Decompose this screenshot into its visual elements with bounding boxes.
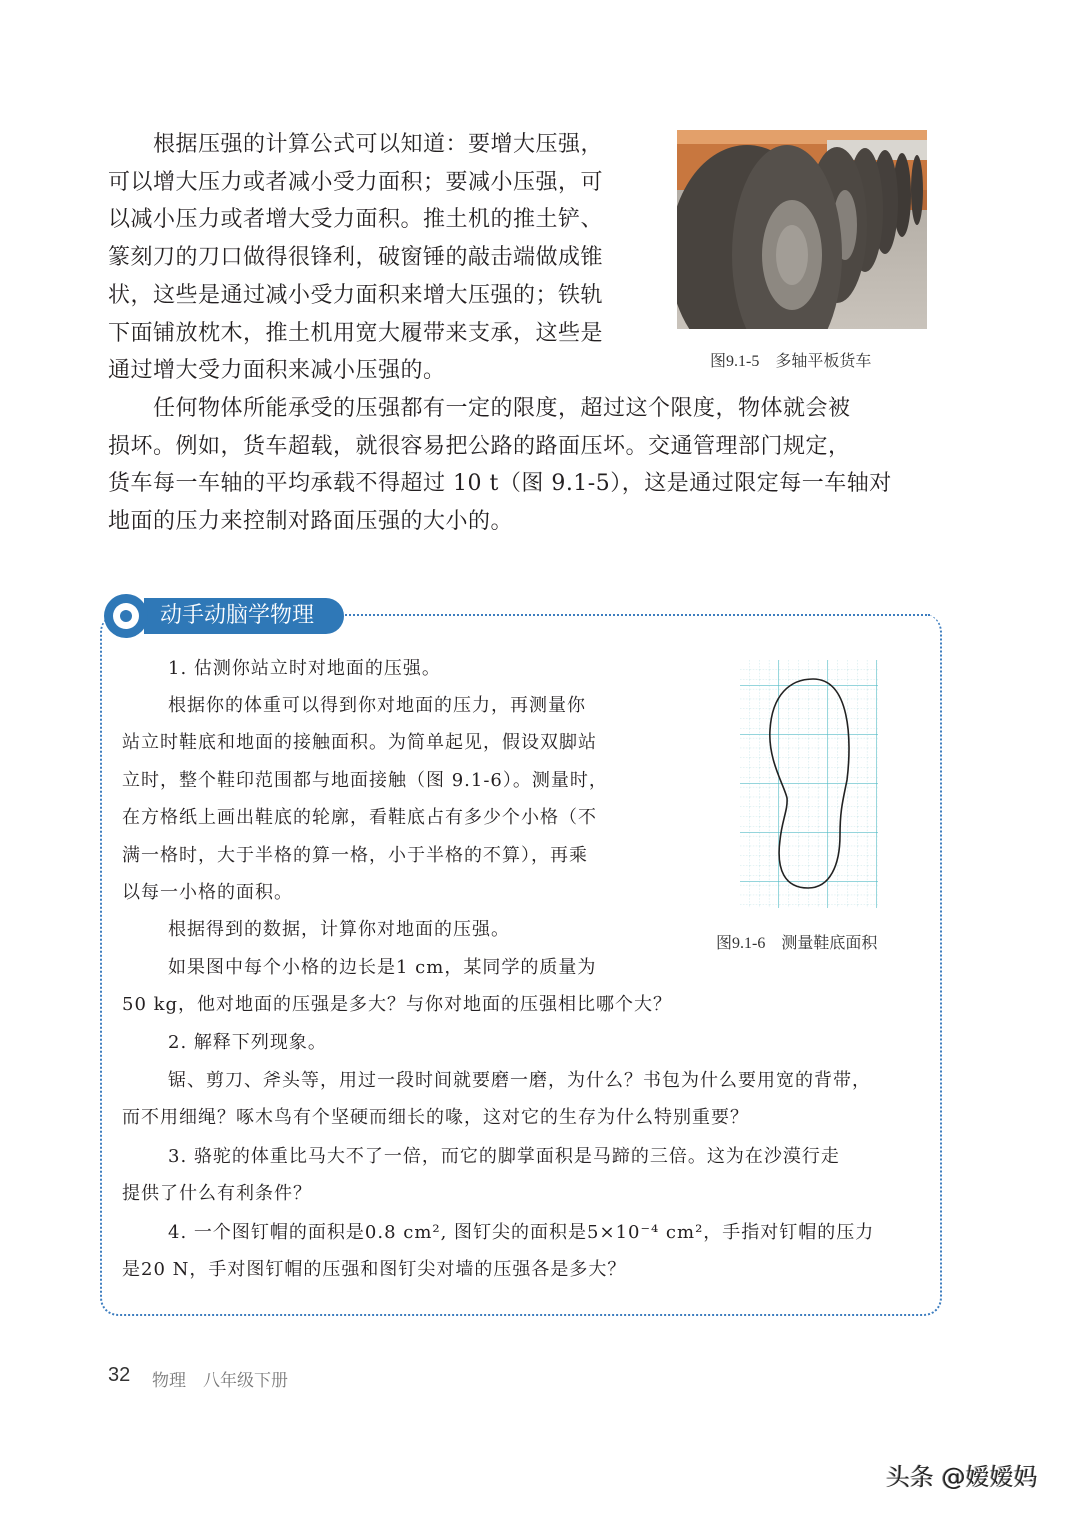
shoe-sole-grid-figure — [740, 660, 878, 908]
text-line: 篆刻刀的刀口做得很锋利，破窗锤的敲击端做成锥 — [108, 245, 604, 271]
book-title: 物理 八年级下册 — [152, 1371, 288, 1390]
text-line: 根据压强的计算公式可以知道：要增大压强， — [108, 132, 604, 157]
activity-item-4 — [122, 1214, 922, 1289]
text-line: 损坏。例如，货车超载，就很容易把公路的路面压坏。交通管理部门规定， — [108, 433, 851, 459]
text-line: 而不用细绳？啄木鸟有个坚硬而细长的喙，这对它的生存为什么特别重要？ — [122, 1107, 749, 1129]
text-line: 在方格纸上画出鞋底的轮廓，看鞋底占有多少个小格（不 — [122, 807, 597, 829]
text-line: 可以增大压力或者减小受力面积；要减小压强，可 — [108, 169, 604, 195]
activity-item-1-body — [122, 687, 662, 911]
text-line: 提供了什么有利条件？ — [122, 1183, 312, 1205]
target-icon — [104, 594, 148, 638]
text-line: 根据你的体重可以得到你对地面的压力，再测量你 — [168, 695, 586, 716]
text-line: 3. 骆驼的体重比马大不了一倍，而它的脚掌面积是马蹄的三倍。这为在沙漠行走 — [168, 1146, 840, 1167]
text-line: 2. 解释下列现象。 — [168, 1032, 327, 1053]
text-line: 50 kg，他对地面的压强是多大？与你对地面的压强相比哪个大？ — [122, 994, 673, 1016]
figure-caption: 图9.1-5 多轴平板货车 — [710, 353, 872, 370]
text-line: 满一格时，大于半格的算一格，小于半格的不算），再乘 — [122, 844, 588, 866]
text-line: 如果图中每个小格的边长是1 cm，某同学的质量为 — [168, 957, 597, 978]
watermark: 头条 @嫒嫒妈 — [886, 1463, 1038, 1491]
paragraph-pressure-limit — [108, 390, 928, 541]
text-line: 根据得到的数据，计算你对地面的压强。 — [168, 919, 510, 940]
text-line: 通过增大受力面积来减小压强的。 — [108, 358, 446, 384]
text-line: 以每一小格的面积。 — [122, 882, 293, 904]
text-line: 1. 估测你站立时对地面的压强。 — [168, 658, 441, 679]
text-line: 任何物体所能承受的压强都有一定的限度，超过这个限度，物体就会被 — [108, 396, 851, 421]
text-line: 立时，整个鞋印范围都与地面接触（图 9.1-6）。测量时， — [122, 769, 608, 791]
text-line: 站立时鞋底和地面的接触面积。为简单起见，假设双脚站 — [122, 732, 597, 754]
text-line: 是20 N，手对图钉帽的压强和图钉尖对墙的压强各是多大？ — [122, 1259, 627, 1281]
text-line: 锯、剪刀、斧头等，用过一段时间就要磨一磨，为什么？书包为什么要用宽的背带， — [168, 1070, 871, 1091]
paragraph-pressure-formula — [108, 126, 648, 390]
truck-wheels-photo — [677, 130, 927, 329]
text-line: 下面铺放枕木，推土机用宽大履带来支承，这些是 — [108, 320, 604, 346]
activity-item-2-body — [122, 1062, 922, 1137]
text-line: 以减小压力或者增大受力面积。推土机的推土铲、 — [108, 207, 604, 233]
activity-item-1-question — [122, 949, 922, 1024]
text-line: 地面的压力来控制对路面压强的大小的。 — [108, 509, 514, 535]
page-number: 32 — [108, 1364, 131, 1386]
text-line: 4. 一个图钉帽的面积是0.8 cm², 图钉尖的面积是5×10⁻⁴ cm²，手指对钉帽的压力 — [168, 1222, 875, 1243]
activity-title: 动手动脑学物理 — [144, 598, 344, 634]
dotted-divider — [330, 614, 930, 616]
text-line: 状，这些是通过减小受力面积来增大压强的；铁轨 — [108, 282, 604, 308]
activity-item-3 — [122, 1138, 922, 1213]
activity-item-2 — [122, 1024, 922, 1061]
figure-caption: 图9.1-6 测量鞋底面积 — [716, 935, 878, 952]
text-line: 货车每一车轴的平均承载不得超过 10 t（图 9.1-5），这是通过限定每一车轴对 — [108, 471, 892, 497]
